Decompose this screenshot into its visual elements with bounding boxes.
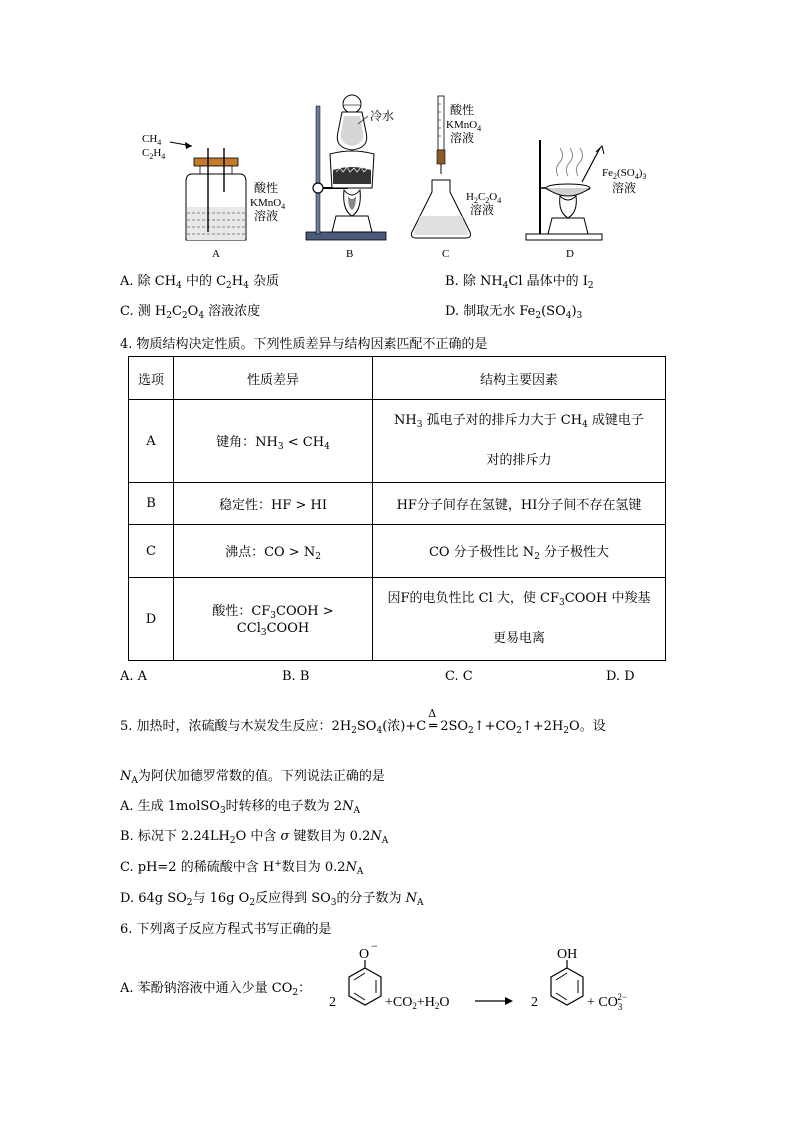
q5-option-d: D. 64g $SO_2$与 16g $O_2$反应得到 $SO_3$的分子数为 $N_A$ (120, 891, 424, 908)
a-reagent-line1: 酸性 (254, 181, 279, 195)
q5-equation: $2H_2SO_4$(浓)+C Δ ═ $2SO_2↑+CO_2↑+2H_2O$ (331, 707, 580, 736)
q4-stem: 4. 物质结构决定性质。下列性质差异与结构因素匹配不正确的是 (120, 337, 488, 352)
header-option: 选项 (129, 357, 174, 400)
row-factor: $NH_3$ 孤电子对的排斥力大于 $CH_4$ 成键电子 对的排斥力 (373, 400, 666, 483)
table-row (129, 400, 666, 483)
row-property: 稳定性：HF > HI (174, 483, 373, 525)
table-row (129, 525, 666, 578)
q5-stem-line2: $N_A$为阿伏加德罗常数的值。下列说法正确的是 (120, 769, 385, 786)
coef-1: 2 (329, 995, 336, 1010)
table-row (129, 578, 666, 661)
row-option: D (129, 578, 174, 661)
apparatus-c (412, 96, 502, 260)
phenol-oh: OH (557, 947, 578, 962)
apparatus-b (306, 95, 394, 260)
q3-option-d: D. 制取无水 $Fe_2(SO_4)_3$ (445, 304, 583, 321)
a-reagent-line2: KMnO$_4$ (250, 197, 286, 211)
q5-option-a: A. 生成 1molSO$_3$时转移的电子数为 $2N_A$ (120, 799, 360, 816)
c-reagent-line1: 酸性 (450, 103, 475, 117)
cold-water-label: 冷水 (370, 109, 395, 123)
benzene-ring-phenol (551, 947, 583, 1005)
apparatus-b-letter: B (346, 248, 354, 260)
a-reagent-line3: 溶液 (254, 209, 279, 223)
q3-option-c: C. 测 $H_2C_2O_4$ 溶液浓度 (120, 304, 261, 321)
row-option: B (129, 483, 174, 525)
row-property: 沸点：CO > $N_2$ (174, 525, 373, 578)
table-row (129, 483, 666, 525)
header-property: 性质差异 (174, 357, 373, 400)
c-flask-line2: 溶液 (470, 203, 495, 217)
row-factor: 因F的电负性比 Cl 大，使 $CF_3COOH$ 中羧基 更易电离 (373, 578, 666, 661)
row-property: 酸性：$CF_3COOH$ > CCl$_3$COOH (174, 578, 373, 661)
q4-answer-b: B. B (282, 669, 310, 684)
row-option: A (129, 400, 174, 483)
q6-stem: 6. 下列离子反应方程式书写正确的是 (120, 922, 332, 937)
q3-option-b: B. 除 $NH_4Cl$ 晶体中的 $I_2$ (445, 274, 594, 291)
apparatus-figure (130, 92, 670, 264)
q4-answer-c: C. C (445, 669, 473, 684)
apparatus-d-letter: D (566, 248, 574, 260)
apparatus-a (142, 133, 285, 260)
q5-option-b: B. 标况下 $2.24LH_2O$ 中含 σ 键数目为 $0.2N_A$ (120, 829, 389, 846)
q3-option-a: A. 除 $CH_4$ 中的 $C_2H_4$ 杂质 (120, 274, 279, 291)
product-terms: + $CO_32-$ (587, 992, 627, 1012)
c-reagent-line2: KMnO$_4$ (446, 119, 482, 133)
reactant-terms: $+CO_2+H_2O$ (385, 995, 450, 1011)
d-label-line1: $Fe_2(SO_4)_3$ (602, 167, 647, 181)
table-header-row (129, 357, 666, 400)
q4-answer-d: D. D (606, 669, 635, 684)
row-option: C (129, 525, 174, 578)
coef-2: 2 (531, 995, 538, 1010)
row-factor: HF分子间存在氢键，HI分子间不存在氢键 (373, 483, 666, 525)
phenoxide-charge: − (371, 940, 378, 953)
header-factor: 结构主要因素 (373, 357, 666, 400)
c-reagent-line3: 溶液 (450, 131, 475, 145)
q4-answer-a: A. A (120, 669, 148, 684)
apparatus-d (526, 140, 646, 260)
q5-stem-line1 (120, 707, 606, 736)
q5-stem-part2: 。设 (579, 719, 606, 734)
apparatus-a-letter: A (212, 248, 220, 260)
q5-stem-part1: 5. 加热时，浓硫酸与木炭发生反应： (120, 719, 332, 734)
q5-option-c: C. pH=2 的稀硫酸中含 H+数目为 $0.2N_A$ (120, 859, 364, 877)
q6-reaction-equation (325, 940, 645, 1030)
benzene-ring-phenoxide (349, 940, 381, 1005)
apparatus-c-letter: C (442, 248, 450, 260)
gas-ch4-label: $CH_4$ (142, 133, 162, 147)
q4-table (128, 356, 666, 661)
phenoxide-o: O (359, 947, 370, 962)
c-flask-line1: $H_2C_2O_4$ (466, 191, 502, 205)
d-label-line2: 溶液 (612, 181, 637, 195)
row-factor: CO 分子极性比 $N_2$ 分子极性大 (373, 525, 666, 578)
gas-c2h4-label: $C_2H_4$ (142, 147, 166, 161)
q6-option-a-label: A. 苯酚钠溶液中通入少量 $CO_2$： (120, 981, 312, 998)
row-property: 键角：$NH_3 < CH_4$ (174, 400, 373, 483)
